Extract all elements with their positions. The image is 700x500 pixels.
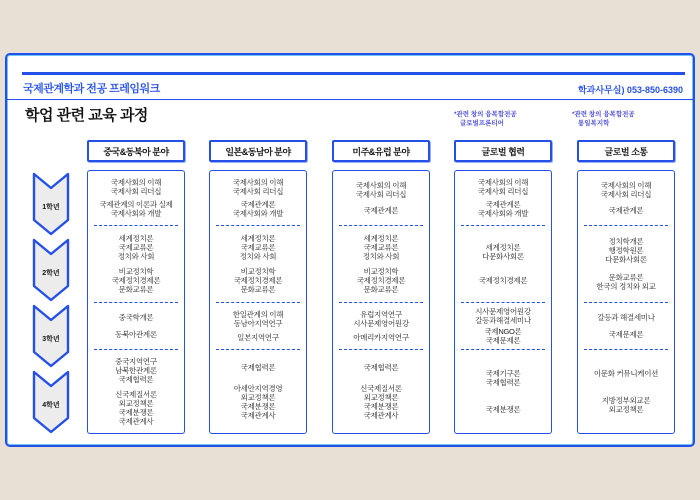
course-box	[209, 170, 307, 434]
course-item: 국제기구론	[485, 369, 521, 379]
course-item: 행정학원론	[608, 246, 644, 255]
column-header: 글로벌 협력	[454, 140, 552, 162]
course-item: 시사문제영어원강	[475, 307, 531, 316]
course-item: 국제관계론	[608, 206, 644, 216]
year-divider	[94, 349, 178, 350]
course-item: 국제관계사	[363, 410, 399, 420]
annotation-line: *관련 창의 융복합전공	[454, 111, 517, 118]
course-item: 동북아관계론	[115, 330, 157, 339]
year-divider	[216, 302, 300, 303]
year-divider	[584, 349, 668, 350]
course-item: 다문화사회론	[482, 252, 524, 261]
course-item: 한일관계의 이해	[232, 310, 284, 319]
course-item: 국제관계사	[240, 410, 276, 420]
year-band-1	[211, 173, 305, 223]
department-framework-title: 국제관계학과 전공 프레임워크	[23, 83, 160, 95]
course-item: 국제문제론	[485, 336, 521, 345]
year-divider	[461, 225, 545, 226]
course-item: 신국제질서론	[360, 383, 402, 393]
course-item: 정치와 사회	[117, 252, 155, 261]
year-band-2	[334, 228, 428, 300]
course-item: 국제사회의 이해	[477, 177, 529, 187]
header-thin-rule	[7, 99, 693, 100]
course-group	[456, 405, 550, 414]
course-box	[332, 170, 430, 434]
year-band-1	[579, 173, 673, 223]
course-item: 국제협력론	[240, 363, 276, 373]
course-item: 국제정치경제론	[233, 276, 283, 285]
year-marker-1	[32, 172, 70, 236]
course-group	[334, 206, 428, 215]
year-label: 3학년	[42, 336, 60, 343]
year-band-3	[579, 305, 673, 347]
course-item: 국제사회의 이해	[110, 177, 162, 187]
course-item: 문화교류론	[118, 285, 154, 294]
course-item: 신국제질서론	[115, 389, 157, 399]
course-item: 지방정부외교론	[601, 395, 651, 405]
course-item: 중국학개론	[118, 313, 154, 322]
course-item: 비교정치학	[118, 267, 154, 276]
year-marker-3	[32, 304, 70, 368]
course-item: 국제사회의 이해	[232, 177, 284, 187]
year-label: 2학년	[42, 270, 60, 277]
annotation-line: 글로벌프론티어	[460, 119, 504, 127]
course-box	[87, 170, 185, 434]
course-item: 국제관계사	[118, 416, 154, 426]
column-3	[332, 140, 430, 434]
course-group	[579, 181, 673, 199]
year-band-4	[211, 352, 305, 431]
course-item: 국제교류론	[118, 243, 154, 252]
curriculum-card	[5, 53, 695, 447]
year-band-4	[456, 352, 550, 431]
course-group	[211, 363, 305, 372]
course-item: 세계정치론	[363, 234, 399, 243]
year-divider	[584, 302, 668, 303]
course-item: 비교정치학	[363, 267, 399, 276]
annotation-line: 통일복지학	[578, 119, 610, 127]
course-group	[211, 333, 305, 342]
course-group	[211, 310, 305, 328]
course-group	[89, 390, 183, 426]
course-item: 문화교류론	[240, 285, 276, 294]
column-header: 글로벌 소통	[577, 140, 675, 162]
year-band-3	[456, 305, 550, 347]
year-band-4	[334, 352, 428, 431]
course-group	[579, 273, 673, 291]
course-item: 국제교류론	[363, 243, 399, 252]
course-item: 세계정치론	[240, 234, 276, 243]
course-group	[89, 178, 183, 196]
course-item: 일본지역연구	[237, 333, 279, 342]
course-item: 이문화 커뮤니케이션	[593, 369, 659, 379]
page-title: 학업 관련 교육 과정	[25, 107, 148, 124]
course-group	[89, 330, 183, 339]
course-item: 갈등과해결세미나	[475, 316, 531, 325]
course-item: 국제사회의 이해	[600, 180, 652, 190]
course-item: 국제분쟁론	[240, 401, 276, 411]
course-item: 국제협력론	[363, 363, 399, 373]
year-band-2	[456, 228, 550, 300]
year-divider	[94, 302, 178, 303]
course-box	[577, 170, 675, 434]
course-group	[579, 237, 673, 264]
course-group	[579, 206, 673, 215]
course-item: 한국의 정치와 외교	[596, 282, 656, 291]
year-divider	[339, 349, 423, 350]
course-item: 국제분쟁론	[118, 407, 154, 417]
course-item: 세계정치론	[118, 234, 154, 243]
course-group	[456, 200, 550, 218]
year-marker-4	[32, 370, 70, 434]
course-group	[89, 234, 183, 261]
year-divider	[216, 225, 300, 226]
column-5	[577, 140, 675, 434]
year-label: 1학년	[42, 204, 60, 211]
course-item: 국제관계론	[240, 200, 276, 210]
course-item: 국제사회 리더십	[477, 186, 529, 196]
course-group	[89, 313, 183, 322]
course-item: 국제문제론	[608, 330, 644, 339]
year-divider	[339, 225, 423, 226]
course-item: 외교정책론	[363, 392, 399, 402]
course-group	[579, 396, 673, 414]
course-item: 정치학개론	[608, 237, 644, 246]
year-divider	[339, 302, 423, 303]
course-group	[456, 327, 550, 345]
year-band-2	[89, 228, 183, 300]
year-band-1	[456, 173, 550, 223]
course-item: 동남아지역연구	[233, 319, 283, 328]
column-4	[454, 140, 552, 434]
column-1	[87, 140, 185, 434]
course-group	[334, 234, 428, 261]
header-thick-rule	[22, 72, 685, 75]
course-item: 국제분쟁론	[485, 404, 521, 414]
course-item: 아세안지역경영	[233, 383, 283, 393]
course-group	[211, 200, 305, 218]
year-divider	[461, 302, 545, 303]
course-box	[454, 170, 552, 434]
course-item: 국제NGO론	[484, 327, 522, 336]
course-item: 국제교류론	[240, 243, 276, 252]
course-item: 외교정책론	[240, 392, 276, 402]
course-item: 국제분쟁론	[363, 401, 399, 411]
course-item: 정치와 사회	[362, 252, 400, 261]
course-item: 국제사회 리더십	[355, 189, 407, 199]
year-divider	[94, 225, 178, 226]
course-item: 문화교류론	[608, 273, 644, 282]
year-band-3	[211, 305, 305, 347]
course-group	[211, 384, 305, 420]
course-item: 정치와 사회	[239, 252, 277, 261]
course-item: 국제사회 리더십	[110, 186, 162, 196]
course-group	[89, 200, 183, 218]
course-item: 국제사회 리더십	[232, 186, 284, 196]
course-group	[89, 267, 183, 294]
course-item: 문화교류론	[363, 285, 399, 294]
course-item: 국제관계론	[363, 206, 399, 216]
course-item: 국제사회와 개발	[477, 209, 529, 219]
course-item: 국제정치경제론	[356, 276, 406, 285]
course-item: 남북한관계론	[115, 366, 157, 376]
course-group	[211, 234, 305, 261]
course-item: 시사문제영어원강	[353, 319, 409, 328]
course-item: 국제정치경제론	[478, 276, 528, 285]
year-divider	[461, 349, 545, 350]
course-group	[456, 369, 550, 387]
course-item: 국제사회와 개발	[232, 209, 284, 219]
course-group	[334, 384, 428, 420]
course-group	[456, 243, 550, 261]
course-group	[579, 330, 673, 339]
annotation-line: *관련 창의 융복합전공	[572, 111, 635, 118]
column-2	[209, 140, 307, 434]
year-band-3	[334, 305, 428, 347]
course-item: 국제관계론	[485, 200, 521, 210]
course-group	[579, 369, 673, 378]
year-band-4	[579, 352, 673, 431]
year-label: 4학년	[42, 402, 60, 409]
course-group	[334, 363, 428, 372]
course-item: 국제협력론	[118, 375, 154, 385]
year-band-4	[89, 352, 183, 431]
course-group	[89, 357, 183, 384]
course-item: 국제사회와 개발	[110, 209, 162, 219]
course-group	[334, 333, 428, 342]
course-group	[334, 181, 428, 199]
course-group	[456, 307, 550, 325]
column-header: 미주&유럽 분야	[332, 140, 430, 162]
course-item: 국제사회의 이해	[355, 180, 407, 190]
course-item: 국제관계의 이론과 실제	[99, 200, 173, 210]
course-item: 중국지역연구	[115, 357, 157, 367]
year-band-3	[89, 305, 183, 347]
department-office-phone: 학과사무실) 053-850-6390	[577, 85, 683, 95]
course-group	[579, 313, 673, 322]
year-band-1	[334, 173, 428, 223]
course-item: 유럽지역연구	[360, 310, 402, 319]
course-item: 국제사회 리더십	[600, 189, 652, 199]
column-header: 일본&동남아 분야	[209, 140, 307, 162]
course-item: 다문화사회론	[605, 255, 647, 264]
course-item: 국제협력론	[485, 378, 521, 388]
course-group	[456, 178, 550, 196]
course-item: 외교정책론	[118, 398, 154, 408]
course-item: 세계정치론	[485, 243, 521, 252]
course-item: 비교정치학	[240, 267, 276, 276]
course-item: 갈등과 해결세미나	[597, 313, 655, 322]
course-item: 국제정치경제론	[111, 276, 161, 285]
year-band-2	[211, 228, 305, 300]
course-item: 외교정책론	[608, 404, 644, 414]
course-group	[211, 267, 305, 294]
course-item: 아메리카지역연구	[353, 333, 409, 342]
column-header: 중국&동북아 분야	[87, 140, 185, 162]
course-group	[334, 310, 428, 328]
year-band-1	[89, 173, 183, 223]
annotation-global-frontier	[454, 111, 517, 128]
year-divider	[216, 349, 300, 350]
course-group	[211, 178, 305, 196]
course-group	[334, 267, 428, 294]
course-group	[456, 276, 550, 285]
year-band-2	[579, 228, 673, 300]
annotation-unification-welfare	[572, 111, 635, 128]
year-marker-2	[32, 238, 70, 302]
year-divider	[584, 225, 668, 226]
